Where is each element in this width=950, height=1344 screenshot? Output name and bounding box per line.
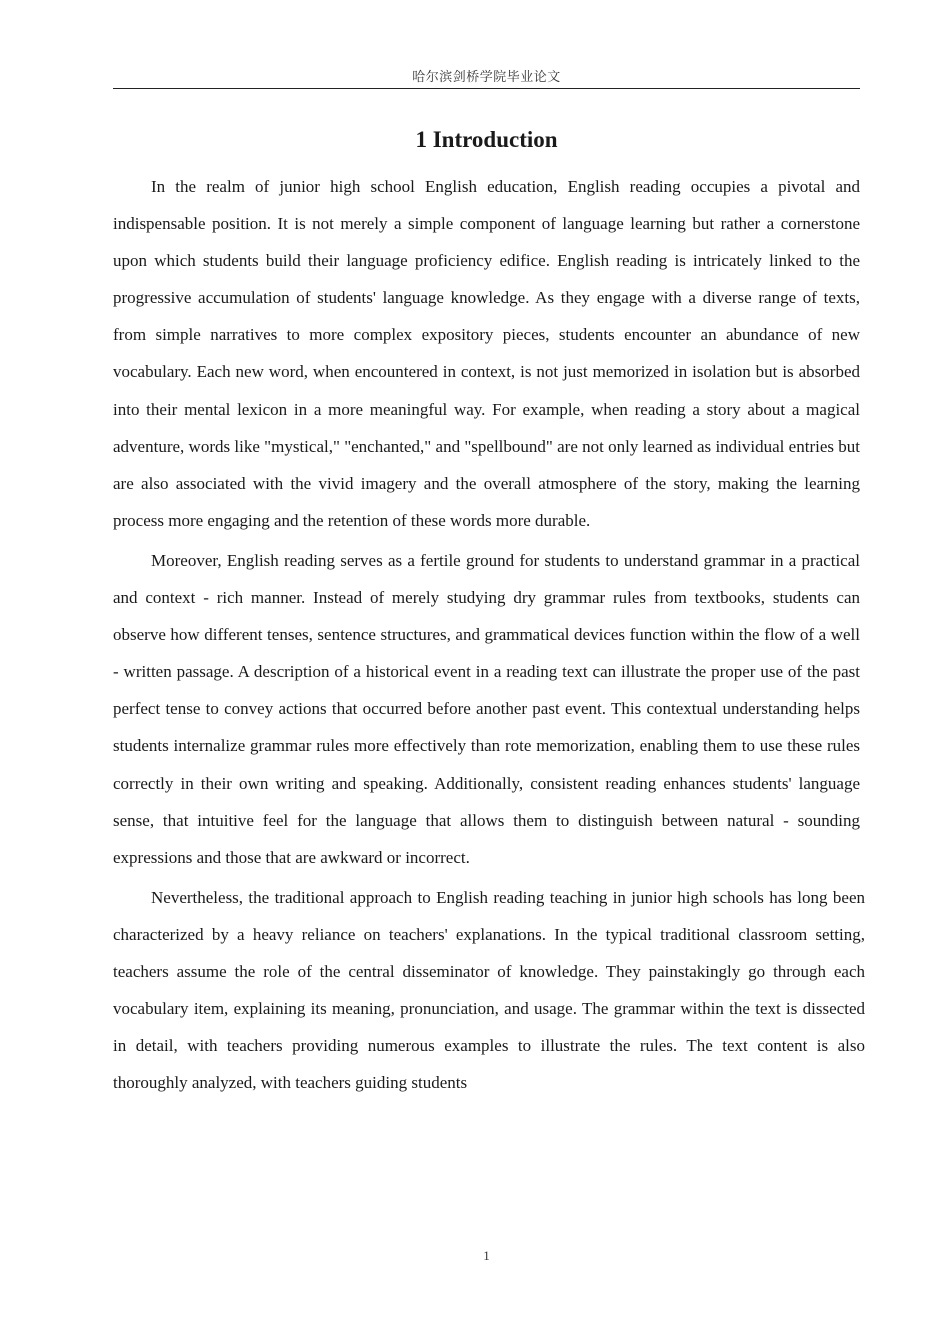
- section-title: 1 Introduction: [415, 127, 558, 152]
- body-paragraph: Moreover, English reading serves as a fertile ground for students to understand grammar in a practical and context - rich manner. Instead of merely studying dry grammar rules from textbooks, students can observe how different tenses, sentence structures, and grammatical devices function within the flow of a well - written passage. A description of a historical event in a reading text can illustrate the proper use of the past perfect tense to convey actions that occurred before another past event. This contextual understanding helps students internalize grammar rules more effectively than rote memorization, enabling them to use these rules correctly in their own writing and speaking. Additionally, consistent reading enhances students' language sense, that intuitive feel for the language that allows them to distinguish between natural - sounding expressions and those that are awkward or incorrect.: [113, 550, 860, 867]
- running-header: 哈尔滨剑桥学院毕业论文: [412, 70, 561, 85]
- body-paragraph: In the realm of junior high school English education, English reading occupies a pivotal and indispensable position. It is not merely a simple component of language learning but rather a cornerstone upon which students build their language proficiency edifice. English reading is intricately linked to the progressive accumulation of students' language knowledge. As they engage with a diverse range of texts, from simple narratives to more complex expository pieces, students encounter an abundance of new vocabulary. Each new word, when encountered in context, is not just memorized in isolation but is absorbed into their mental lexicon in a more meaningful way. For example, when reading a story about a magical adventure, words like "mystical," "enchanted," and "spellbound" are not only learned as individual entries but are also associated with the vivid imagery and the overall atmosphere of the story, making the learning process more engaging and the retention of these words more durable.: [113, 177, 860, 530]
- section-body: [113, 168, 865, 1101]
- page-number: 1: [483, 1248, 490, 1263]
- header-rule: [113, 88, 860, 89]
- body-paragraph: Nevertheless, the traditional approach to English reading teaching in junior high schools has long been characterized by a heavy reliance on teachers' explanations. In the typical traditional classroom setting, teachers assume the role of the central disseminator of knowledge. They painstakingly go through each vocabulary item, explaining its meaning, pronunciation, and usage. The grammar within the text is dissected in detail, with teachers providing numerous examples to illustrate the rules. The text content is also thoroughly analyzed, with teachers guiding students: [113, 887, 865, 1093]
